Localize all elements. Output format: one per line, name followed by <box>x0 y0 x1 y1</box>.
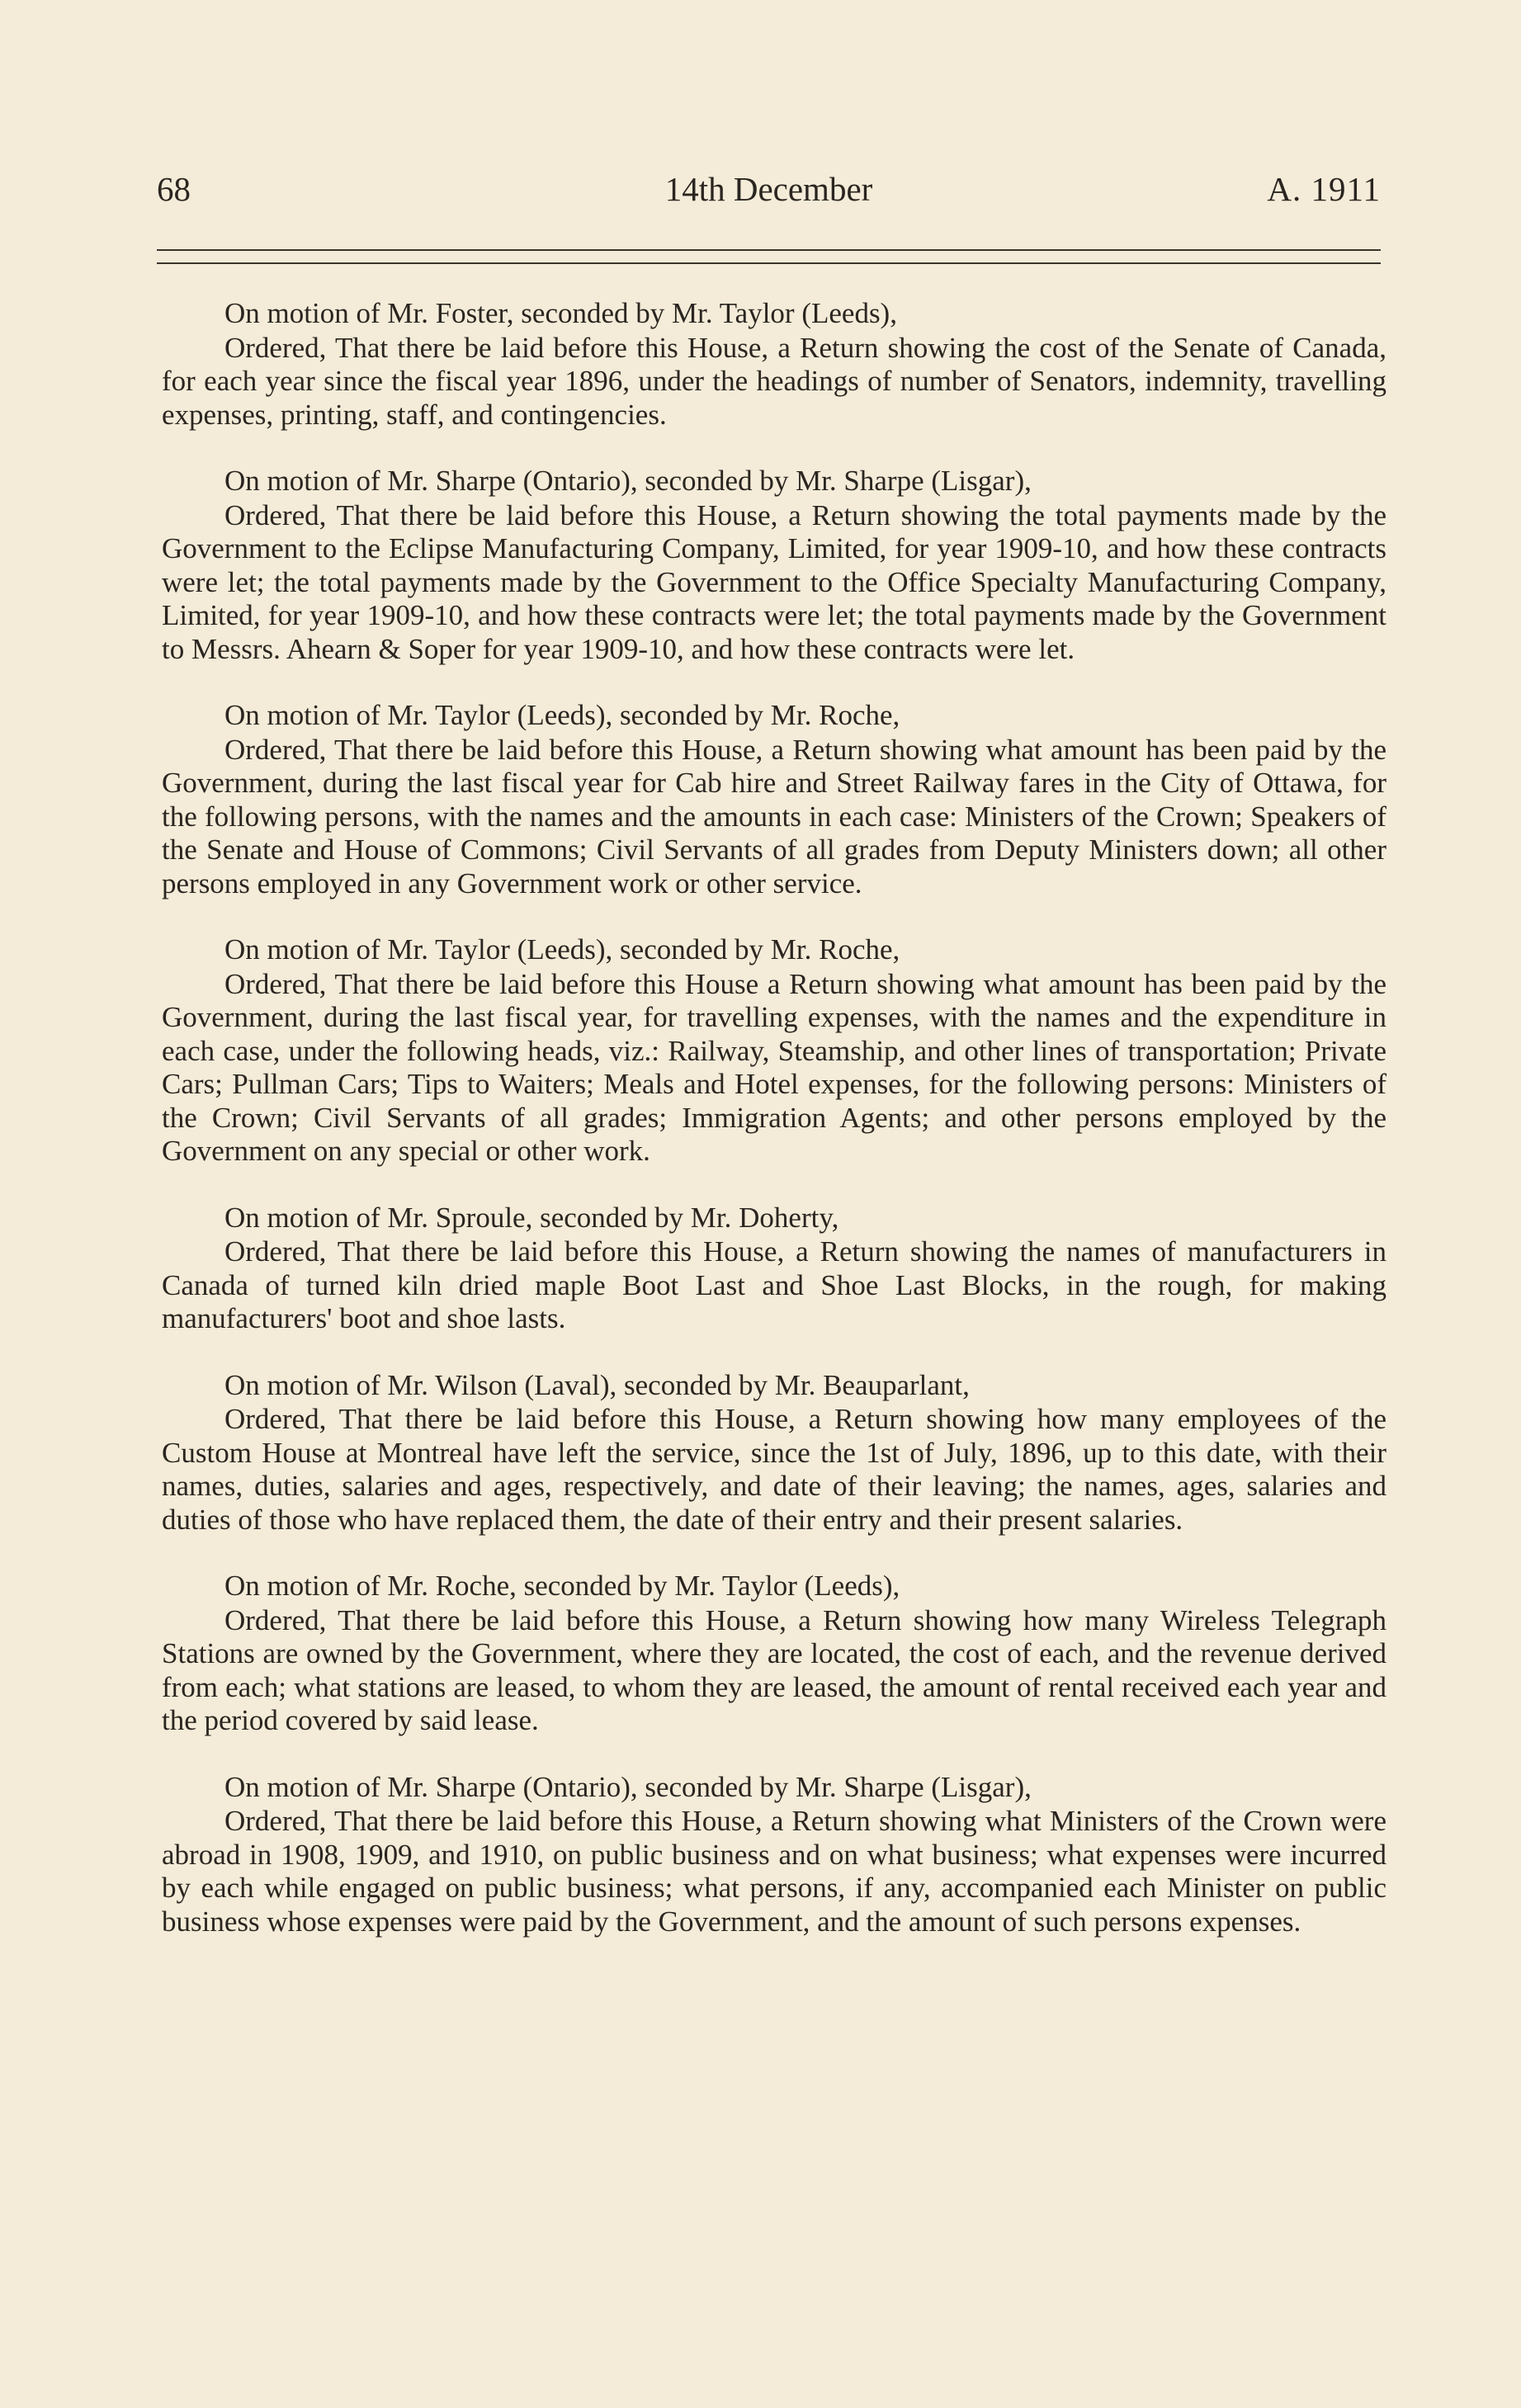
motion-order-text: Ordered, That there be laid before this House, a Return showing how many employees of the Custom House at Montreal have left the service, since the 1st of July, 1896, up to this date, with their names, duties, salaries and ages, respectively, and date of their leaving; the names, ages, salaries and duties of those who have replaced them, the date of their entry and their present salaries. <box>162 1403 1386 1536</box>
motion-mover: On motion of Mr. Taylor (Leeds), seconded by Mr. Roche, <box>224 699 900 731</box>
motion-mover: On motion of Mr. Sproule, seconded by Mr. Doherty, <box>224 1201 839 1234</box>
motion-entry <box>162 699 1386 900</box>
motion-mover: On motion of Mr. Sharpe (Ontario), seconded by Mr. Sharpe (Lisgar), <box>224 1770 1032 1803</box>
header-rule-bottom <box>157 262 1381 264</box>
page-header <box>157 169 1381 219</box>
page-number: 68 <box>157 170 191 208</box>
motion-order-text: Ordered, That there be laid before this House, a Return showing the names of manufacturers in Canada of turned kiln dried maple Boot Last and Shoe Last Blocks, in the rough, for making manufacturers' boot and shoe lasts. <box>162 1235 1386 1334</box>
motion-entry <box>162 1570 1386 1738</box>
motion-entry <box>162 465 1386 666</box>
motion-order-text: Ordered, That there be laid before this House, a Return showing how many Wireless Telegraph Stations are owned by the Government, where they are located, the cost of each, and the revenue derived from each; what stations are leased, to whom they are leased, the amount of rental received each year and the period covered by said lease. <box>162 1603 1386 1736</box>
page-year: A. 1911 <box>1267 170 1381 208</box>
motion-entry <box>162 297 1386 432</box>
page-body <box>162 297 1386 1971</box>
motion-mover: On motion of Mr. Foster, seconded by Mr. Taylor (Leeds), <box>224 297 897 329</box>
motion-entry <box>162 933 1386 1169</box>
page-date: 14th December <box>664 170 873 208</box>
motion-mover: On motion of Mr. Roche, seconded by Mr. Taylor (Leeds), <box>224 1570 900 1602</box>
motion-mover: On motion of Mr. Wilson (Laval), seconded by Mr. Beauparlant, <box>224 1368 970 1401</box>
motion-entry <box>162 1771 1386 1939</box>
motion-order-text: Ordered, That there be laid before this House, a Return showing what Ministers of the Crown were abroad in 1908, 1909, and 1910, on public business and on what business; what expenses were incurred by each while engaged on public business; what persons, if any, accompanied each Minister on public business whose expenses were paid by the Government, and the amount of such persons expenses. <box>162 1805 1386 1938</box>
motion-mover: On motion of Mr. Sharpe (Ontario), seconded by Mr. Sharpe (Lisgar), <box>224 465 1032 497</box>
motion-order-text: Ordered, That there be laid before this House a Return showing what amount has been paid by the Government, during the last fiscal year, for travelling expenses, with the names and the expenditure in each case, under the following heads, viz.: Railway, Steamship, and other lines of transportation; Private Cars; Pullman Cars; Tips to Waiters; Meals and Hotel expenses, for the following persons: Ministers of the Crown; Civil Servants of all grades; Immigration Agents; and other persons employed by the Government on any special or other work. <box>162 967 1386 1167</box>
motion-order-text: Ordered, That there be laid before this House, a Return showing what amount has been paid by the Government, during the last fiscal year for Cab hire and Street Railway fares in the City of Ottawa, for the following persons, with the names and the amounts in each case: Ministers of the Crown; Speakers of the Senate and House of Commons; Civil Servants of all grades from Deputy Ministers down; all other persons employed in any Government work or other service. <box>162 733 1386 899</box>
motion-entry <box>162 1369 1386 1537</box>
header-rule-top <box>157 249 1381 251</box>
motion-order-text: Ordered, That there be laid before this House, a Return showing the total payments made by the Government to the Eclipse Manufacturing Company, Limited, for year 1909-10, and how these contracts were let; the total payments made by the Government to the Office Specialty Manufacturing Company, Limited, for year 1909-10, and how these contracts were let; the total payments made by the Government to Messrs. Ahearn & Soper for year 1909-10, and how these contracts were let. <box>162 498 1386 665</box>
motion-order-text: Ordered, That there be laid before this House, a Return showing the cost of the Senate of Canada, for each year since the fiscal year 1896, under the headings of number of Senators, indemnity, travelling expenses, printing, staff, and contingencies. <box>162 331 1386 431</box>
motion-mover: On motion of Mr. Taylor (Leeds), seconded by Mr. Roche, <box>224 933 900 966</box>
motion-entry <box>162 1202 1386 1336</box>
